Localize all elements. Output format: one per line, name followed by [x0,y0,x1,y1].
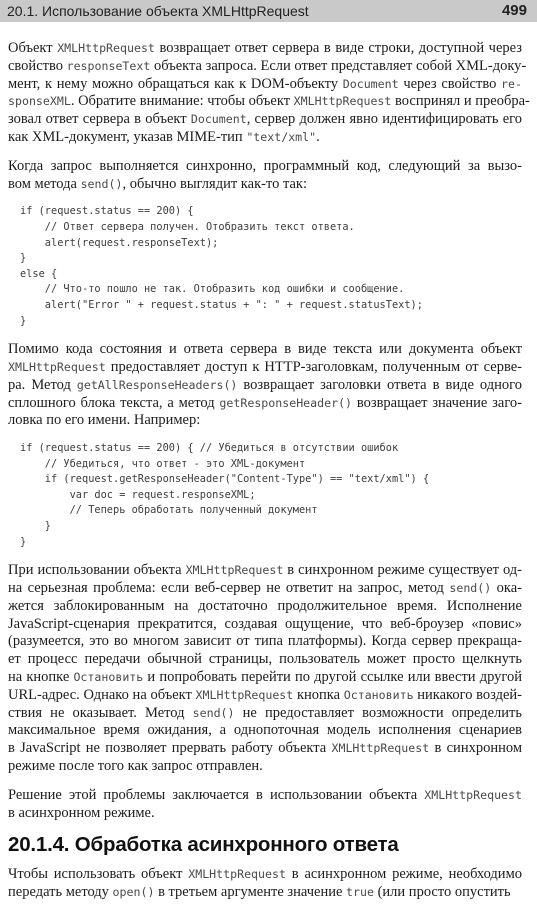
code-listing-status-check [20,204,522,329]
text-line: Решение этой проблемы заключается в использовании объекта XMLHttpRequest [8,786,522,803]
inline-code: sponseXML [8,94,71,109]
text-line: Когда запрос выполняется синхронно, программный код, следующий за вызо- [8,157,522,174]
code-line: alert("Error " + request.status + ": " + request.statusText); [20,298,423,311]
code-line: // Убедиться, что ответ - это XML-документ [20,457,306,470]
text-line: жется заблокированным на достаточно продолжительное время. Исполнение [8,597,522,614]
code-listing-content-type [20,441,522,550]
inline-code: send() [449,581,492,596]
inline-code: getResponseHeader() [219,395,353,410]
inline-code: responseText [66,58,151,73]
code-line: } [20,252,27,265]
text-line: сплошного блока текста, а метод getResponseHeader() возвращает значение заго- [8,394,522,411]
paragraph-http-headers [8,341,522,430]
text-line: мент, к нему можно обращаться как к DOM-объекту Document через свойство re- [8,75,522,92]
code-line: else { [20,267,58,280]
paragraph-sync-problem [8,562,522,776]
running-header [0,0,537,22]
text-line: как XML-документ, указав MIME-тип "text/xml". [8,128,320,145]
text-line: ра. Метод getAllResponseHeaders() возвращает заголовки ответа в виде одного [8,376,522,393]
text-line: вом метода send(), обычно выглядит как-то так: [8,175,307,192]
code-line: if (request.getResponseHeader("Content-Type") == "text/xml") { [20,473,430,486]
code-line: // Ответ сервера получен. Отобразить текст ответа. [20,220,355,233]
code-line: // Что-то пошло не так. Отобразить код ошибки и сообщение. [20,283,405,296]
text-line: XMLHttpRequest предоставляет доступ к HTTP-заголовкам, полученным от серве- [8,358,522,375]
inline-code: open() [112,885,155,900]
inline-code: Остановить [73,670,144,685]
text-line: свойство responseText объекта запроса. Если ответ представляет собой XML-доку- [8,57,527,74]
text-line: ловка по его имени. Например: [8,412,201,429]
inline-code: getAllResponseHeaders() [76,377,238,392]
code-line: alert(request.responseText); [20,236,219,249]
code-line: } [20,520,51,533]
code-line: if (request.status == 200) { [20,205,194,218]
text-line: режиме после того как запрос отправлен. [8,758,263,775]
code-line: if (request.status == 200) { // Убедиться в отсутствии ошибок [20,442,399,455]
inline-code: send() [192,705,235,720]
text-line: Объект XMLHttpRequest возвращает ответ сервера в виде строки, доступной через [8,40,522,56]
inline-code: XMLHttpRequest [293,94,392,109]
text-line: ет процесс передачи обычной страницы, пользователь может просто щелкнуть [8,651,522,668]
text-line: зовал ответ сервера в объект Document, сервер должен явно идентифицировать его [8,111,522,128]
inline-code: Остановить [343,687,414,702]
inline-code: true [346,885,374,900]
inline-code: send() [80,176,123,191]
text-line: в асинхронном режиме. [8,804,155,821]
inline-code: "text/xml" [246,129,317,144]
code-line: var doc = request.responseXML; [20,488,256,501]
chapter-section-title: 20.1. Использование объекта XMLHttpRequest [7,3,309,19]
text-line: на серьезная проблема: если веб-сервер не ответит на запрос, метод send() ока- [8,580,523,597]
text-line: sponseXML. Обратите внимание: чтобы объект XMLHttpRequest воспринял и преобра- [8,93,530,110]
paragraph-sync-request [8,158,522,194]
text-line: При использовании объекта XMLHttpRequest в синхронном режиме существует од- [8,562,522,579]
inline-code: XMLHttpRequest [331,741,430,756]
inline-code: XMLHttpRequest [188,867,286,882]
inline-code: Document [190,112,247,127]
paragraph-solution [8,787,522,823]
section-heading: 20.1.4. Обработка асинхронного ответа [8,833,399,857]
text-line: Чтобы использовать объект XMLHttpRequest в асинхронном режиме, необходимо [8,866,522,883]
text-line: URL-адрес. Однако на объект XMLHttpRequest кнопка Остановить никакого воздей- [8,686,523,703]
paragraph-async-usage [8,866,522,902]
text-line: передать методу open() в третьем аргументе значение true (или просто опустить [8,884,511,901]
inline-code: Document [342,76,399,91]
text-line: на кнопке Остановить и попробовать перейти по другой ссылке или ввести другой [8,669,522,686]
text-line: JavaScript-сценария прекратится, создавая ощущение, что веб-броузер «повис» [8,615,522,632]
text-line: (разумеется, это во многом зависит от типа платформы). Когда сервер прекраща- [8,633,522,650]
inline-code: XMLHttpRequest [424,787,522,802]
code-line: } [20,314,27,327]
code-line: } [20,535,27,548]
text-line: в JavaScript не позволяет прервать работу объекта XMLHttpRequest в синхронном [8,740,522,757]
inline-code: XMLHttpRequest [57,41,155,55]
inline-code: XMLHttpRequest [195,687,294,702]
inline-code: re- [501,76,522,91]
text-line: Помимо кода состояния и ответа сервера в виде текста или документа объект [8,341,522,358]
code-line: // Теперь обработать полученный документ [20,504,318,517]
text-line: максимальное время ожидания, а однопоточная модель исполнения сценариев [8,722,522,739]
inline-code: XMLHttpRequest [185,563,284,578]
page-number: 499 [501,2,527,19]
paragraph-response-text [8,40,530,147]
page-body [8,40,530,913]
text-line: ствия не оказывает. Метод send() не предоставляет возможности определить [8,704,522,721]
inline-code: XMLHttpRequest [8,359,106,374]
